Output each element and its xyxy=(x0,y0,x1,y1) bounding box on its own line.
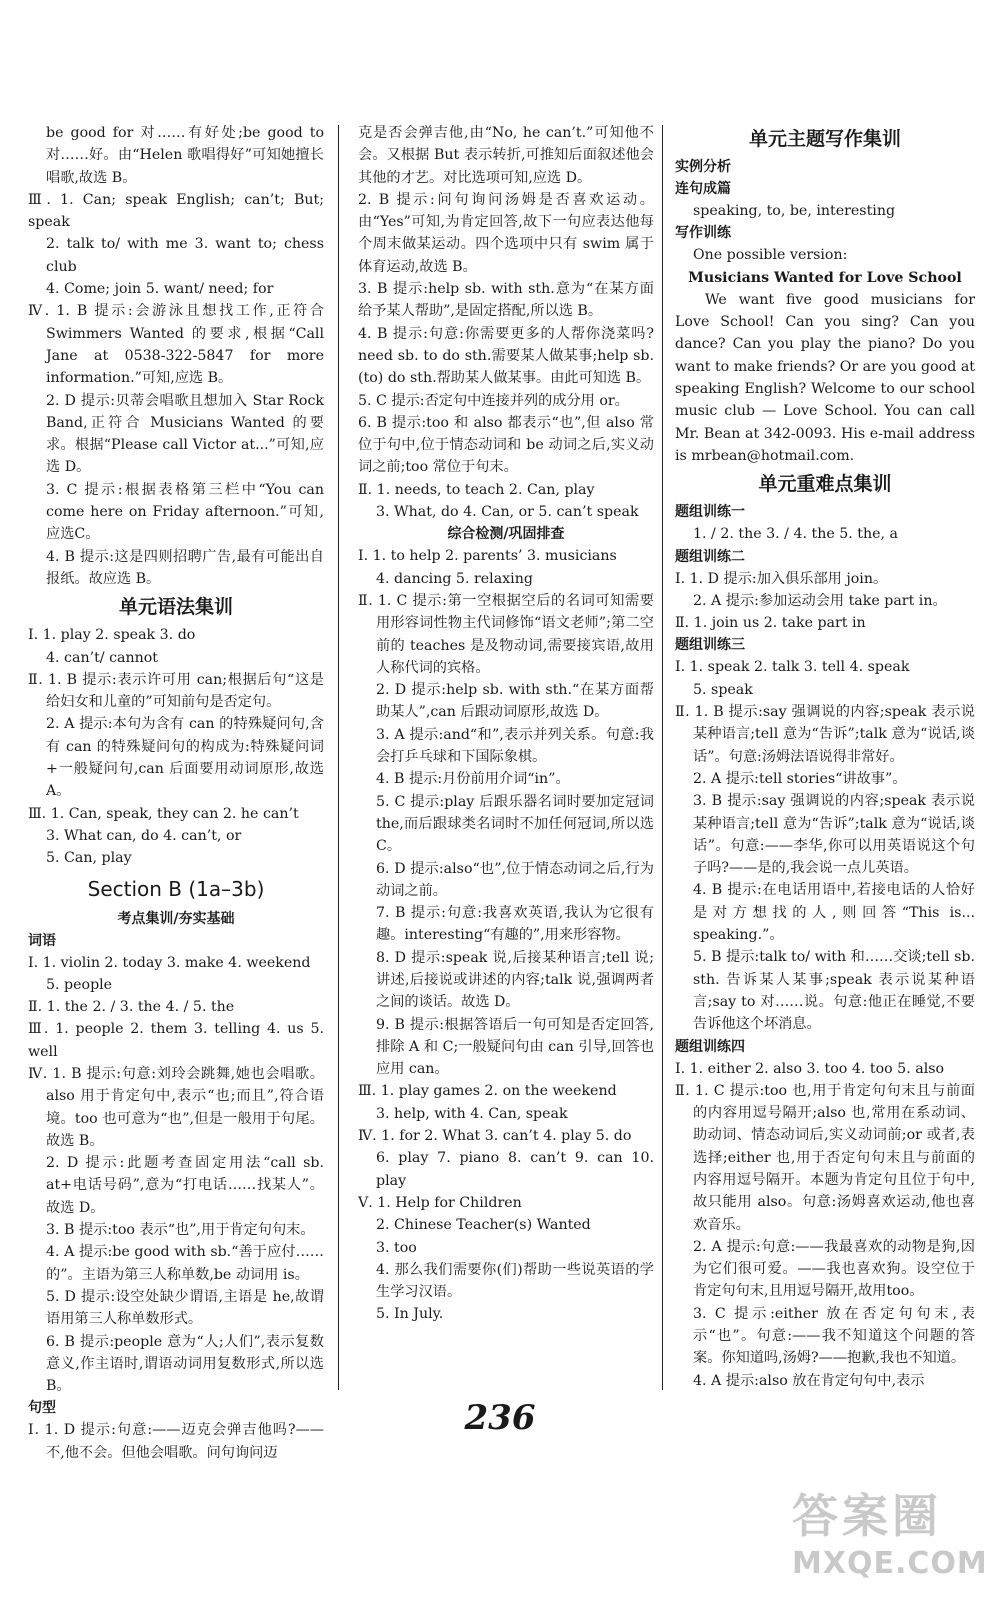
answer-line: 3. What can, do 4. can’t, or xyxy=(46,827,242,844)
answer-line: 3. B 提示:help sb. with sth.意为“在某方面给予某人帮助”,是固定搭配,所以选 B。 xyxy=(358,281,654,320)
answer-line: Ⅳ. 1. B 提示:会游泳且想找工作,正符合 Swimmers Wanted 的要求,根据“Call Jane at 0538-322-5847 for more information.”可知,应选 B。 xyxy=(28,303,324,387)
answer-line: Ⅳ. 1. B 提示:句意:刘玲会跳舞,她也会唱歌。also 用于肯定句中,表示“也;而且”,符合语境。too 也可意为“也”,但是一般用于句尾。故选 B。 xyxy=(28,1065,324,1149)
section-title: Section B (1a–3b) xyxy=(87,876,265,901)
answer-line: Ⅱ. 1. the 2. / 3. the 4. / 5. the xyxy=(28,999,235,1016)
section-heading: 连句成篇 xyxy=(675,181,731,197)
answer-line: 5. D 提示:设空处缺少谓语,主语是 he,故谓语用第三人称单数形式。 xyxy=(46,1288,324,1328)
answer-line: We want five good musicians for Love School! Can you sing? Can you dance? Can you play the piano? Do you want to make friends? Or are you good at speaking English? Welcome to our school music club — Love School. You can call Mr. Bean at 342-0093. His e-mail address is mrbean@hotmail.com. xyxy=(675,291,975,464)
answer-line: 5. speak xyxy=(693,681,753,698)
answer-line: 克是否会弹吉他,由“No, he can’t.”可知他不会。又根据 But 表示转折,可推知后面叙述他会其他的才艺。对比选项可知,应选 D。 xyxy=(358,125,654,186)
answer-line: Ⅱ. 1. B 提示:表示许可用 can;根据后句“这是给妇女和儿童的”可知前句是否定句。 xyxy=(28,671,324,711)
section-heading: 题组训练一 xyxy=(675,504,745,521)
answer-line: Ⅰ. 1. D 提示:加入俱乐部用 join。 xyxy=(675,570,888,587)
section-heading: 单元语法集训 xyxy=(118,596,233,619)
answer-line: 5. C 提示:否定句中连接并列的成分用 or。 xyxy=(358,392,629,409)
answer-line: be good for 对……有好处;be good to 对……好。由“Helen 歌唱得好”可知她擅长唱歌,故选 B。 xyxy=(46,125,324,186)
answer-line: 4. B 提示:在电话用语中,若接电话的人恰好是对方想找的人,则回答“This is... speaking.”。 xyxy=(693,882,975,944)
answer-line: 6. B 提示:people 意为“人;人们”,表示复数意义,作主语时,谓语动词用复数形式,所以选 B。 xyxy=(46,1333,324,1395)
answer-line: 3. C 提示:根据表格第三栏中“You can come here on Friday afternoon.”可知,应选C。 xyxy=(46,481,324,543)
answer-line: Ⅰ. 1. violin 2. today 3. make 4. weekend xyxy=(28,954,311,971)
right-column xyxy=(675,122,975,1392)
answer-line: 2. A 提示:句意:——我最喜欢的动物是狗,因为它们很可爱。——我也喜欢狗。设空位于肯定句句末,且用逗号隔开,故用too。 xyxy=(693,1238,975,1300)
answer-line: 6. D 提示:also“也”,位于情态动词之后,行为动词之前。 xyxy=(376,860,654,899)
answer-line: 2. talk to/ with me 3. want to; chess club xyxy=(46,236,324,275)
answer-line: 2. A 提示:tell stories“讲故事”。 xyxy=(693,770,907,787)
answer-line: Ⅲ. 1. play games 2. on the weekend xyxy=(358,1083,617,1100)
answer-line: Ⅰ. 1. either 2. also 3. too 4. too 5. also xyxy=(675,1060,945,1077)
section-heading: 题组训练三 xyxy=(675,637,745,654)
answer-line: Ⅱ. 1. C 提示:too 也,用于肯定句句末且与前面的内容用逗号隔开;also 也,常用在系动词、助动词、情态动词后,实义动词前;or 或者,表选择;either 也,用于否定句句末且与前面的内容用逗号隔开。本题为肯定句且位于句中,故只能用 also。句意:汤姆喜欢运动,他也喜欢音乐。 xyxy=(675,1082,975,1233)
answer-line: Ⅰ. 1. speak 2. talk 3. tell 4. speak xyxy=(675,659,910,676)
answer-line: speaking, to, be, interesting xyxy=(693,203,896,219)
answer-line: 3. A 提示:and“和”,表示并列关系。句意:我会打乒乓球和下国际象棋。 xyxy=(376,726,654,766)
answer-line: Ⅲ. 1. Can, speak, they can 2. he can’t xyxy=(28,805,299,822)
section-heading: 实例分析 xyxy=(675,159,731,175)
answer-line: Ⅰ. 1. play 2. speak 3. do xyxy=(28,627,196,644)
answer-line: 6. play 7. piano 8. can’t 9. can 10. play xyxy=(376,1150,654,1189)
section-heading: 题组训练二 xyxy=(675,548,745,565)
answer-line: 3. too xyxy=(376,1239,417,1256)
section-heading: 考点集训/夯实基础 xyxy=(117,910,235,927)
answer-line: 4. B 提示:这是四则招聘广告,最有可能出自报纸。故应选 B。 xyxy=(46,548,324,587)
answer-line: 2. D 提示:贝蒂会唱歌且想加入 Star Rock Band,正符合 Musicians Wanted 的要求。根据“Please call Victor at...”可知,应选 D。 xyxy=(46,392,324,476)
answer-line: 2. A 提示:参加运动会用 take part in。 xyxy=(693,592,947,609)
answer-line: Ⅱ. 1. needs, to teach 2. Can, play xyxy=(358,481,595,498)
section-heading: 综合检测/巩固排查 xyxy=(447,526,565,543)
column-divider xyxy=(338,125,339,1390)
section-heading: 单元重难点集训 xyxy=(758,473,892,496)
answer-line: 9. B 提示:根据答语后一句可知是否定回答,排除 A 和 C;一般疑问句由 can 引导,回答也应用 can。 xyxy=(376,1016,654,1078)
answer-line: 2. D 提示:help sb. with sth.“在某方面帮助某人”,can 后跟动词原形,故选 D。 xyxy=(376,682,654,721)
answer-line: Ⅰ. 1. D 提示:句意:——迈克会弹吉他吗?——不,他不会。但他会唱歌。问句询问迈 xyxy=(28,1422,324,1461)
answer-line: 1. / 2. the 3. / 4. the 5. the, a xyxy=(693,526,899,543)
answer-line: One possible version: xyxy=(693,247,848,264)
watermark-url: MXQE.COM xyxy=(792,1546,988,1581)
answer-line: 5. C 提示:play 后跟乐器名词时要加定冠词 the,而后跟球类名词时不加任何冠词,所以选 C。 xyxy=(376,793,654,855)
answer-line: Ⅴ. 1. Help for Children xyxy=(358,1194,522,1211)
answer-line: 7. B 提示:句意:我喜欢英语,我认为它很有趣。interesting“有趣的”,用来形容物。 xyxy=(376,905,654,944)
page-number: 236 xyxy=(464,1398,536,1438)
answer-line: 4. can’t/ cannot xyxy=(46,649,159,666)
answer-line: Ⅱ. 1. join us 2. take part in xyxy=(675,615,866,632)
answer-line: 2. A 提示:本句为含有 can 的特殊疑问句,含有 can 的特殊疑问句的构成为:特殊疑问词+一般疑问句,can 后面要用动词原形,故选 A。 xyxy=(46,716,324,800)
answer-line: 2. Chinese Teacher(s) Wanted xyxy=(376,1217,591,1234)
watermark-text: 答案圈 xyxy=(792,1489,942,1543)
answer-line: 4. A 提示:also 放在肯定句句中,表示 xyxy=(693,1372,925,1389)
answer-line: 4. Come; join 5. want/ need; for xyxy=(46,281,274,298)
answer-line: 4. 那么我们需要你(们)帮助一些说英语的学生学习汉语。 xyxy=(376,1261,654,1301)
answer-line: 5. In July. xyxy=(376,1306,444,1323)
answer-line: 3. B 提示:too 表示“也”,用于肯定句句末。 xyxy=(46,1222,315,1239)
answer-line: 4. dancing 5. relaxing xyxy=(376,570,533,587)
answer-line: Ⅱ. 1. B 提示:say 强调说的内容;speak 表示说某种语言;tell 意为“告诉”;talk 意为“说话,谈话”。句意:汤姆法语说得非常好。 xyxy=(675,704,975,765)
answer-line: Musicians Wanted for Love School xyxy=(688,269,962,286)
left-column xyxy=(28,122,324,1464)
answer-line: 3. help, with 4. Can, speak xyxy=(376,1105,568,1122)
answer-line: 2. B 提示:问句询问汤姆是否喜欢运动。由“Yes”可知,为肯定回答,故下一句应表达他每个周末做某运动。四个选项中只有 swim 属于体育运动,故选 B。 xyxy=(358,191,654,275)
answer-line: Ⅲ. 1. people 2. them 3. telling 4. us 5. well xyxy=(28,1021,324,1060)
section-heading: 词语 xyxy=(28,932,56,949)
answer-line: Ⅲ. 1. Can; speak English; can’t; But; speak xyxy=(28,191,324,231)
answer-line: Ⅱ. 1. C 提示:第一空根据空后的名词可知需要用形容词性物主代词修饰“语文老师”;第二空前的 teaches 是及物动词,需要接宾语,故用人称代词的宾格。 xyxy=(358,592,654,676)
section-heading: 题组训练四 xyxy=(675,1038,745,1055)
column-divider xyxy=(662,125,663,1390)
section-heading: 句型 xyxy=(28,1400,56,1417)
answer-line: 3. What, do 4. Can, or 5. can’t speak xyxy=(376,504,639,521)
answer-line: Ⅳ. 1. for 2. What 3. can’t 4. play 5. do xyxy=(358,1128,632,1145)
section-heading: 写作训练 xyxy=(675,225,731,242)
watermark-logo xyxy=(792,1480,988,1590)
answer-line: 3. C 提示:either 放在否定句句末,表示“也”。句意:——我不知道这个问题的答案。你知道吗,汤姆?——抱歉,我也不知道。 xyxy=(693,1305,975,1367)
answer-line: 4. B 提示:句意:你需要更多的人帮你浇菜吗? need sb. to do sth.需要某人做某事;help sb. (to) do sth.帮助某人做某事。由此可知选 B。 xyxy=(358,325,654,387)
answer-line: 5. Can, play xyxy=(46,850,132,867)
answer-line: 5. people xyxy=(46,976,113,993)
answer-line: 4. B 提示:月份前用介词“in”。 xyxy=(376,771,570,788)
answer-line: Ⅰ. 1. to help 2. parents’ 3. musicians xyxy=(358,548,617,565)
answer-line: 3. B 提示:say 强调说的内容;speak 表示说某种语言;tell 意为“告诉”;talk 意为“说话,谈话”。句意:——李华,你可以用英语说这个句子吗?——是的,我会说一点儿英语。 xyxy=(693,793,975,877)
section-heading: 单元主题写作集训 xyxy=(748,128,901,150)
answer-line: 5. B 提示:talk to/ with 和……交谈;tell sb. sth. 告诉某人某事;speak 表示说某种语言;say to 对……说。句意:他正在睡觉,不要告诉他这个坏消息。 xyxy=(693,949,975,1033)
answer-line: 8. D 提示:speak 说,后接某种语言;tell 说;讲述,后接说或讲述的内容;talk 说,强调两者之间的谈话。故选 D。 xyxy=(376,949,654,1011)
answer-line: 4. A 提示:be good with sb.“善于应付……的”。主语为第三人称单数,be 动词用 is。 xyxy=(46,1244,324,1283)
answer-line: 6. B 提示:too 和 also 都表示“也”,但 also 常位于句中,位于情态动词和 be 动词之后,实义动词之前;too 常位于句末。 xyxy=(358,414,654,476)
middle-column xyxy=(358,122,654,1326)
answer-line: 2. D 提示:此题考查固定用法“call sb. at+电话号码”,意为“打电话……找某人”。故选 D。 xyxy=(46,1155,324,1216)
